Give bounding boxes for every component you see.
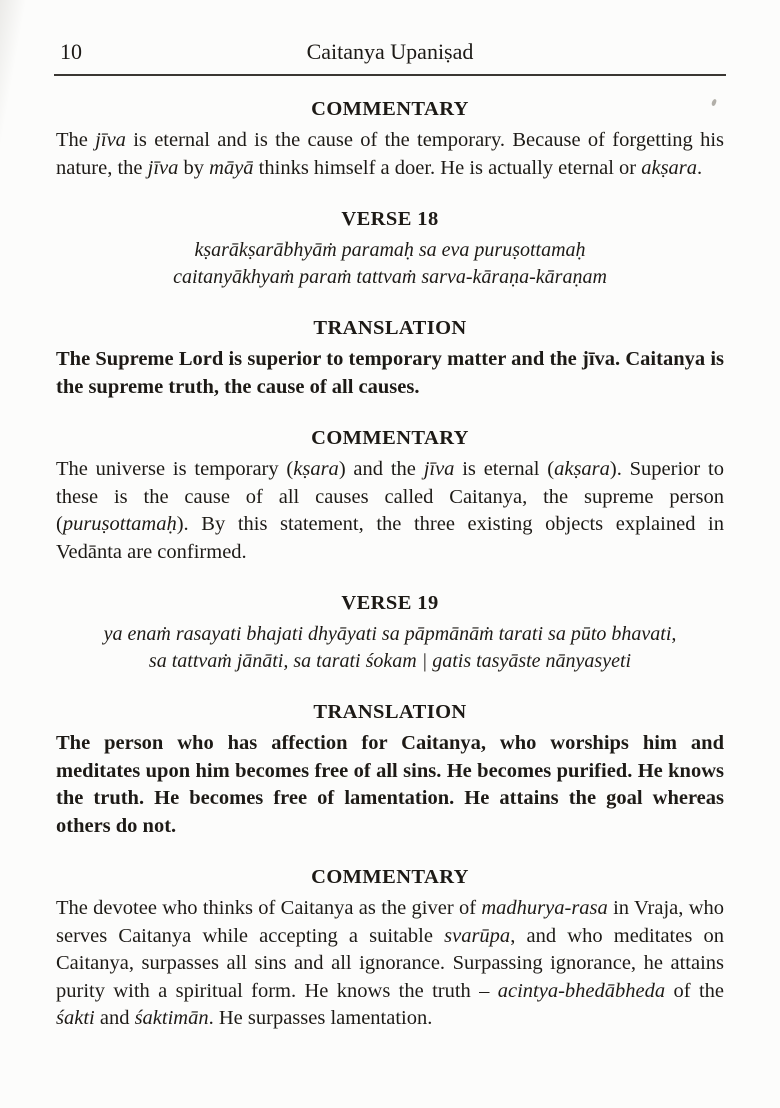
verse-19-text xyxy=(42,621,738,675)
header-rule xyxy=(54,74,726,76)
commentary-3-heading: COMMENTARY xyxy=(311,866,469,888)
translation-1-heading: TRANSLATION xyxy=(313,317,467,339)
commentary-3-text: The devotee who thinks of Caitanya as the giver of madhurya-rasa in Vraja, who serves Caitanya while accepting a suitable svarūpa, and who meditates on Caitanya, surpasses all sins and all ignorance. Surpassing ignorance, he attains purity with a spiritual form. He knows the truth – acintya-bhedābheda of the śakti and śaktimān. He surpasses lamentation. xyxy=(56,897,724,1029)
verse-18-line-2: caitanyākhyaṁ paraṁ tattvaṁ sarva-kāraṇa-kāraṇam xyxy=(173,266,607,288)
commentary-2-text: The universe is temporary (kṣara) and the jīva is eternal (akṣara). Superior to these is the cause of all causes called Caitanya, the supreme person (puruṣottamaḥ). By this statement, the three existing objects explained in Vedānta are confirmed. xyxy=(56,458,724,563)
verse-18-heading: VERSE 18 xyxy=(341,208,439,230)
verse-18-text xyxy=(42,237,738,291)
verse-19-line-2: sa tattvaṁ jānāti, sa tarati śokam | gatis tasyāste nānyasyeti xyxy=(148,650,632,672)
translation-2-heading: TRANSLATION xyxy=(313,701,467,723)
commentary-1-text: The jīva is eternal and is the cause of the temporary. Because of forgetting his nature, the jīva by māyā thinks himself a doer. He is actually eternal or akṣara. xyxy=(56,129,724,179)
verse-19-heading: VERSE 19 xyxy=(341,592,439,614)
page-header xyxy=(56,38,724,68)
commentary-2-heading: COMMENTARY xyxy=(311,427,469,449)
verse-19-line-1: ya enaṁ rasayati bhajati dhyāyati sa pāpmānāṁ tarati sa pūto bhavati, xyxy=(103,623,677,645)
translation-2-text: The person who has affection for Caitanya, who worships him and meditates upon him becomes free of all sins. He becomes purified. He knows the truth. He becomes free of lamentation. He attains the goal whereas others do not. xyxy=(56,732,724,837)
commentary-1-heading: COMMENTARY xyxy=(311,98,469,120)
running-title: Caitanya Upaniṣad xyxy=(306,39,474,64)
page-number: 10 xyxy=(60,39,82,64)
verse-18-line-1: kṣarākṣarābhyāṁ paramaḥ sa eva puruṣottamaḥ xyxy=(194,239,586,261)
translation-1-text: The Supreme Lord is superior to temporary matter and the jīva. Caitanya is the supreme truth, the cause of all causes. xyxy=(56,348,724,398)
